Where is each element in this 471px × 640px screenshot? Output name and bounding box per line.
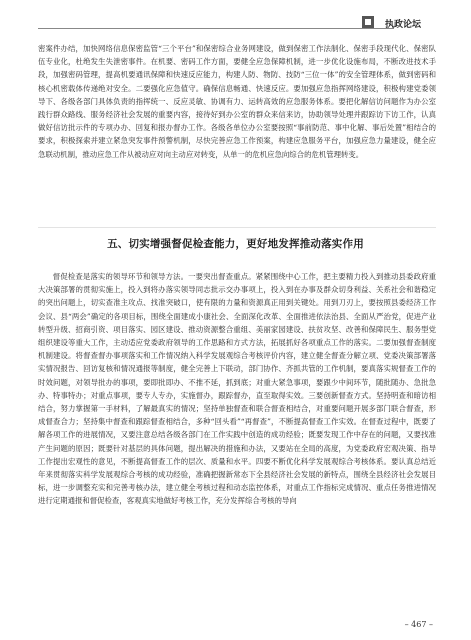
page-number: – 467 – (404, 620, 433, 629)
body-paragraph-1: 密案件办结，加快网络信息保密监管“三个平台”和保密综合业务网建设，做到保密工作法制化、保密手段现代化、保密队伍专业化，杜绝发生失泄密事件。在机要、密码工作方面，要健全应急保障机制，进一步优化设施布局，不断改进技术手段，加强密码管理，提高机要通讯保障和快速反应能力，构建人防、物防、技防“三位一体”的安全管理体系，做到密码和核心机密载体传递绝对安全。二要强化应急值守。确保信息畅通、快速反应。要加强应急指挥网络建设，积极构建党委领导下、各级各部门具体负责的指挥统一、反应灵敏、协调有力、运转高效的应急服务体系。要把化解信访问题作为办公室践行群众路线、服务经济社会发展的重要内容，接待好到办公室的群众来信来访，协助领导处理并跟踪访下访工作，认真做好信访批示件的专项办办、回复和报办督办工作。各级各单位办公室要按照“事前防范、事中化解、事后处置”相结合的要求，积极探索并建立紧急突发事件预警机制，尽快完善应急工作预案，构建应急服务平台，加强应急力量建设，健全应急联动机制，推动应急工作从被动应对向主动应对转变，从单一的危机应急向综合的危机管理转变。 (38, 44, 436, 159)
page-header (0, 0, 471, 40)
header-rule (38, 28, 394, 29)
section-divider (38, 227, 436, 228)
running-title: 执政论坛 (385, 20, 422, 30)
body-paragraph-2: 督促检查是落实的领导环节和领导方法。一要突出督查重点。紧紧围绕中心工作，把主要精力投入到推动县委政府重大决策部署的贯彻实施上，投入到将办落实领导同志批示交办事项上，投入到在办事及群众切身利益、关系社会和谐稳定的突出问题上，切实查准主攻点、找准突破口，使有限的力量和资源真正用到关键处。用到刀刃上，要按照县委经济工作会议、县“两会”确定的各项目标，围绕全面建成小康社会、全面深化改革、全面推进依法治县、全面从严治党，促进产业转型升级、招商引资、项目落实、园区建设、推动资源整合重组、美丽家园建设、扶贫攻坚、改善和保障民生、服务型党组织建设等重大工作，主动适应党委政府领导的工作思路和方式方法，拓展抓好各项重点工作的落实。二要加强督查制度机制建设。将督查督办事项落实和工作情况纳入科学发展观综合考核评价内容，建立健全督查分解立项、党委决策部署落实情况报告、回访复核和情况通报等制度，健全完善上下联动，部门协作、齐抓共管的工作机制，要真落实规督查工作的时效问题，对领导批办的事项，要即批即办、不推不延，抓到底；对重大紧急事项，要跟少中间环节，随批随办、急批急办、特事特办；对重点事项，要专人专办，实施督办，跟踪督办，直至取得实效。三要创新督查方式。坚持明查和暗访相结合，努力掌握第一手材料，了解最真实的情况；坚持单独督查和联合督查相结合，对重要问题开展多部门联合督查，形成督查合力；坚持集中督查和跟踪督查相结合，多种“回头看”“再督查”，不断提高督查工作实效。在督查过程中，既要了解各项工作的进展情况，又要注意总结各级各部门在工作实践中创造的成功经验；既要发现工作中存在的问题，又要找准产生问题的原因；既要针对基层的具体问题，提出解决的措施和办法，又要站在全局的高度，为党委政府宏观决策、指导工作提出宏观性的意见，不断提高督查工作的层次、质量和水平。四要不断优化科学发展观综合考核体系。要认真总结近年来贯彻落实科学发展观综合考核的成功经验，准确把握新常态下全县经济社会发展的新特点，围绕全县经济社会发展目标，进一步调整充实和完善考核办法，建立健全考核过程和动态监控体系，对重点工作指标完成情况、重点任务推进情况进行定期通报和督促检查，客观真实地做好考核工作，充分发挥综合考核的导向 (38, 272, 436, 506)
section-heading: 五、切实增强督促检查能力，更好地发挥推动落实作用 (107, 238, 364, 250)
header-square-icon (362, 16, 374, 28)
